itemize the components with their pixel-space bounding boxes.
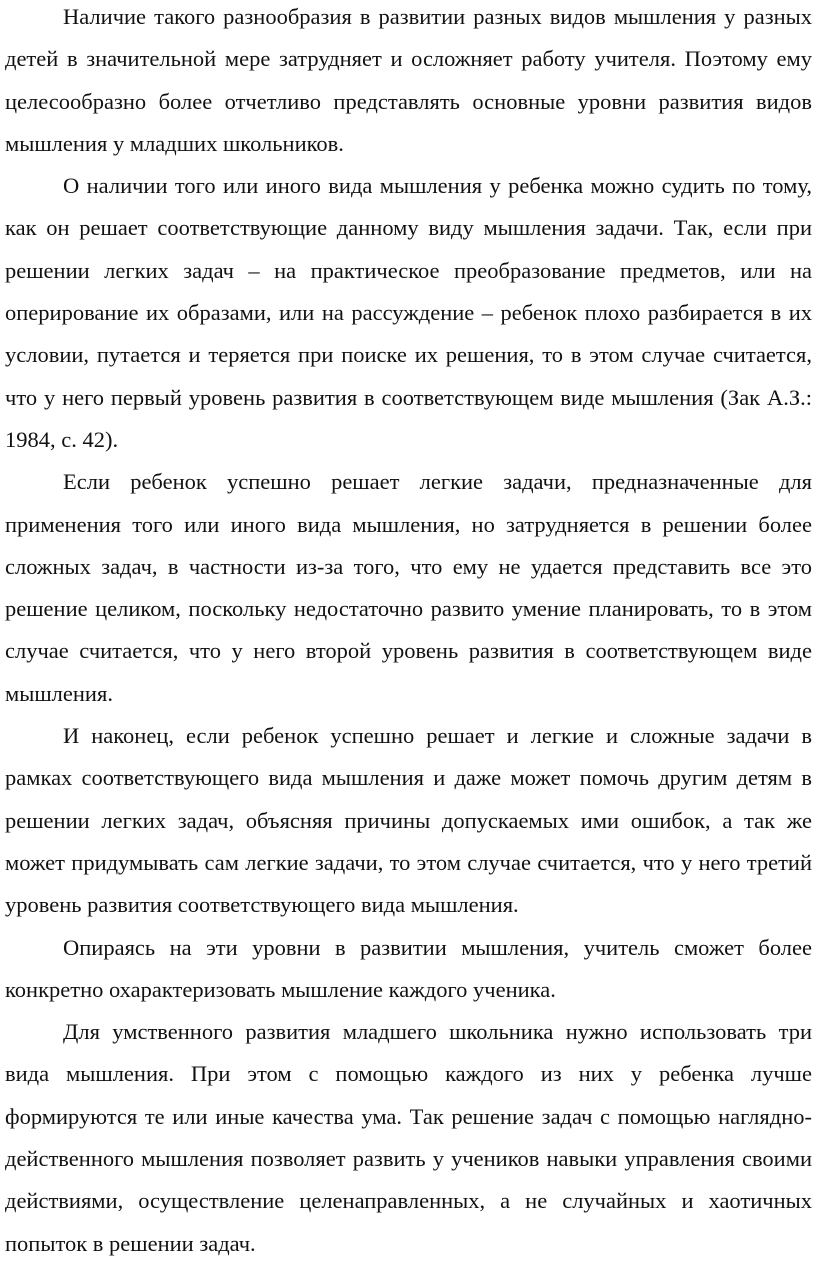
paragraph-third-level: И наконец, если ребенок успешно решает и легкие и сложные задачи в рамках соответствующего вида мышления и даже может помочь другим детям в решении легких задач, объясняя причины допускаемых ими ошибок, а так же может придумывать сам легкие задачи, то этом случае считается, что у него третий уровень развития соответствующего вида мышления. (5, 723, 812, 918)
paragraph-three-thinking-types: Для умственного развития младшего школьника нужно использовать три вида мышления. При этом с помощью каждого из них у ребенка лучше формируются те или иные качества ума. Так решение задач с помощью наглядно-действенного мышления позволяет развить у учеников навыки управления своими действиями, осуществление целенаправленных, а не случайных и хаотичных попыток в решении задач. (5, 1019, 812, 1256)
paragraph-teacher-levels: Опираясь на эти уровни в развитии мышления, учитель сможет более конкретно охарактеризовать мышление каждого ученика. (5, 934, 812, 1002)
paragraph-first-level: О наличии того или иного вида мышления у ребенка можно судить по тому, как он решает соответствующие данному виду мышления задачи. Так, если при решении легких задач – на практическое преобразование предметов, или на оперирование их образами, или на рассуждение – ребенок плохо разбирается в их условии, путается и теряется при поиске их решения, то в этом случае считается, что у него первый уровень развития в соответствующем виде мышления (Зак А.З.: 1984, с. 42). (5, 173, 812, 452)
paragraph-second-level: Если ребенок успешно решает легкие задачи, предназначенные для применения того или иного вида мышления, но затрудняется в решении более сложных задач, в частности из-за того, что ему не удается представить все это решение целиком, поскольку недостаточно развито умение планировать, то в этом случае считается, что у него второй уровень развития в соответствующем виде мышления. (5, 469, 812, 706)
paragraph-thinking-diversity: Наличие такого разнообразия в развитии разных видов мышления у разных детей в значительной мере затрудняет и осложняет работу учителя. Поэтому ему целесообразно более отчетливо представлять основные уровни развития видов мышления у младших школьников. (5, 4, 812, 156)
